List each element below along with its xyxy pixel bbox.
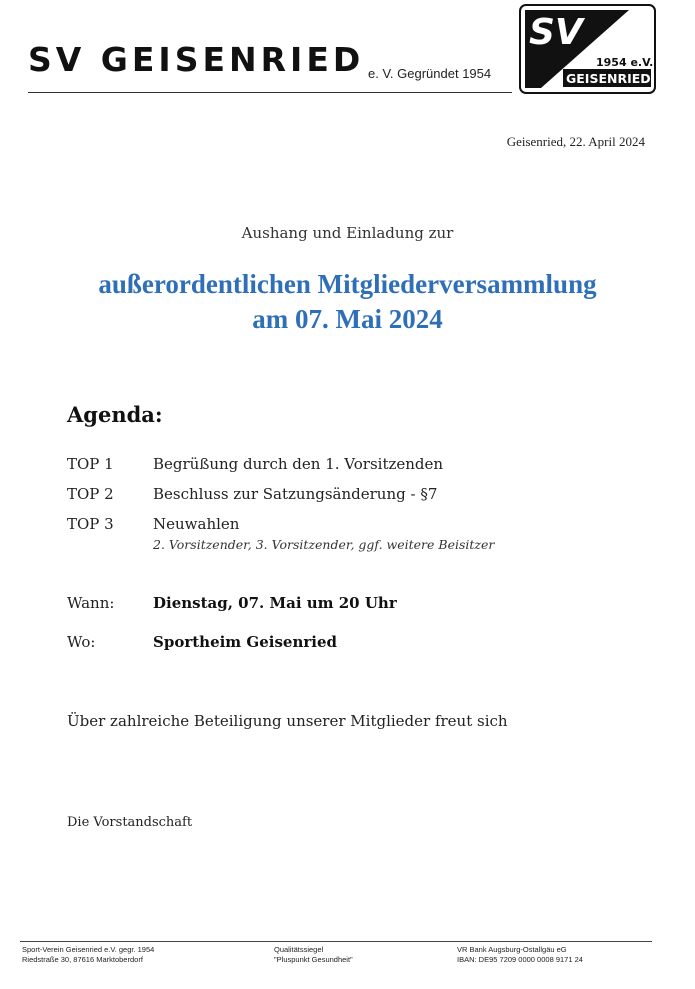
agenda-item-3-note: 2. Vorsitzender, 3. Vorsitzender, ggf. weitere Beisitzer: [153, 537, 495, 552]
svg-text:SV: SV: [529, 12, 583, 53]
closing-text: Über zahlreiche Beteiligung unserer Mitglieder freut sich: [67, 712, 508, 730]
club-name: SV GEISENRIED: [28, 40, 365, 79]
footer-bank: [457, 945, 583, 965]
agenda-item-1-label: TOP 1: [67, 455, 114, 473]
intro-text: Aushang und Einladung zur: [241, 224, 454, 242]
headline-line-1: außerordentlichen Mitgliederversammlung: [98, 269, 597, 299]
date-line: Geisenried, 22. April 2024: [506, 134, 645, 149]
where-label: Wo:: [67, 633, 96, 651]
svg-text:GEISENRIED: GEISENRIED: [566, 71, 651, 86]
agenda-item-2-text: Beschluss zur Satzungsänderung - §7: [153, 485, 438, 503]
club-logo-graphic: [519, 4, 656, 94]
footer-address-line-1: Sport-Verein Geisenried e.V. gegr. 1954: [22, 945, 155, 954]
agenda-item-3-text: Neuwahlen: [153, 515, 240, 533]
where-value: Sportheim Geisenried: [153, 633, 337, 651]
headline-line-2: am 07. Mai 2024: [252, 304, 443, 334]
footer-bank-line-2: IBAN: DE95 7209 0000 0008 9171 24: [457, 955, 583, 964]
footer-seal-line-2: "Pluspunkt Gesundheit": [274, 955, 353, 964]
footer-bank-line-1: VR Bank Augsburg-Ostallgäu eG: [457, 945, 567, 954]
signature: Die Vorstandschaft: [67, 815, 193, 830]
agenda-item-2-label: TOP 2: [67, 485, 114, 503]
when-label: Wann:: [67, 594, 115, 612]
footer-seal-line-1: Qualitätssiegel: [274, 945, 324, 954]
header-divider: [28, 92, 512, 93]
footer-address-line-2: Riedstraße 30, 87616 Marktoberdorf: [22, 955, 143, 964]
when-value: Dienstag, 07. Mai um 20 Uhr: [153, 594, 397, 612]
agenda-title: Agenda:: [67, 402, 163, 427]
footer-address: [22, 945, 154, 965]
club-logo: [519, 4, 656, 94]
footer-divider: [20, 941, 652, 942]
agenda-item-3-label: TOP 3: [67, 515, 114, 533]
club-founded-note: e. V. Gegründet 1954: [368, 66, 492, 81]
footer-quality-seal: [274, 945, 353, 965]
svg-text:1954 e.V.: 1954 e.V.: [596, 56, 654, 69]
agenda-item-1-text: Begrüßung durch den 1. Vorsitzenden: [153, 455, 444, 473]
